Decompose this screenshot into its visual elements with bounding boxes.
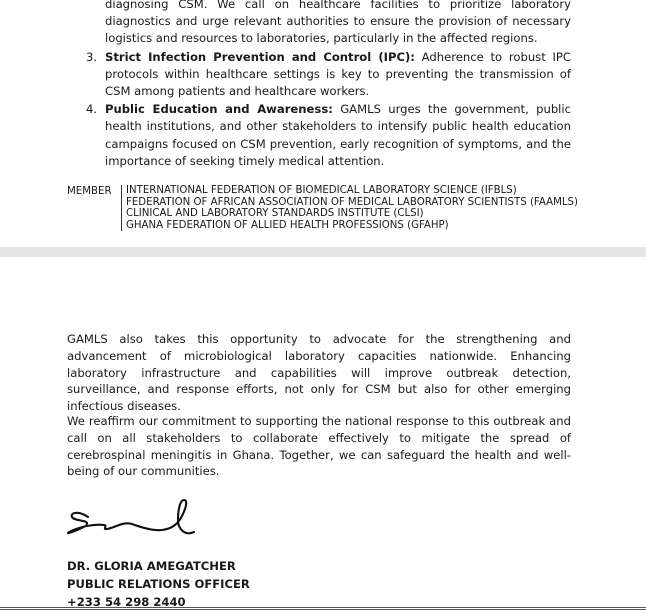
member-label: MEMBER [67, 186, 112, 197]
list-item-title: Strict Infection Prevention and Control (IPC): [105, 49, 415, 64]
member-footer [67, 185, 578, 231]
member-organization: FEDERATION OF AFRICAN ASSOCIATION OF MEDICAL LABORATORY SCIENTISTS (FAAMLS) [126, 196, 578, 208]
list-item-title: Public Education and Awareness: [105, 102, 333, 117]
document-page-1 [0, 0, 646, 247]
member-organizations [121, 185, 578, 231]
commitment-paragraph: We reaffirm our commitment to supporting the national response to this outbreak and call on all stakeholders to collaborate effectively to mitigate the spread of cerebrospinal meningitis in Ghana. Together, we can safeguard the health and well-being of our communities. [67, 414, 571, 479]
list-item-text: GAMLS urges the government, public health institutions, and other stakeholders to intensify public health education campaigns focused on CSM prevention, early recognition of symptoms, and the importance of seeking timely medical attention. [105, 102, 571, 168]
list-item-continuation-text: diagnosing CSM. We call on healthcare facilities to prioritize laboratory diagnostics and urge relevant authorities to ensure the provision of necessary logistics and resources to laboratories, particularly in the affected regions. [105, 0, 571, 46]
list-item [67, 49, 571, 101]
member-organization: CLINICAL AND LABORATORY STANDARDS INSTITUTE (CLSI) [126, 208, 424, 220]
member-organization: INTERNATIONAL FEDERATION OF BIOMEDICAL LABORATORY SCIENCE (IFBLS) [126, 185, 517, 196]
list-item-continuation [67, 0, 571, 48]
member-organization: GHANA FEDERATION OF ALLIED HEALTH PROFESSIONS (GFAHP) [126, 219, 449, 231]
list-item-number: 3. [86, 49, 98, 64]
list-item [67, 101, 571, 170]
page-bottom-rule [0, 607, 646, 610]
list-item-text: Adherence to robust IPC protocols within healthcare settings is key to preventing the transmission of CSM among patients and healthcare workers. [105, 49, 571, 99]
signatory-phone: +233 54 298 2440 [67, 595, 186, 609]
page-separator [0, 247, 646, 257]
signature [62, 494, 202, 546]
signatory-name: DR. GLORIA AMEGATCHER [67, 559, 236, 573]
advocacy-paragraph: GAMLS also takes this opportunity to advocate for the strengthening and advancement of microbiological laboratory capacities nationwide. Enhancing laboratory infrastructure and capabilities will improve outbreak detection, surveillance, and response efforts, not only for CSM but also for other emerging infectious diseases. [67, 332, 571, 414]
list-item-number: 4. [86, 102, 98, 117]
recommendations-list [67, 0, 571, 171]
signatory-title: PUBLIC RELATIONS OFFICER [67, 577, 250, 591]
